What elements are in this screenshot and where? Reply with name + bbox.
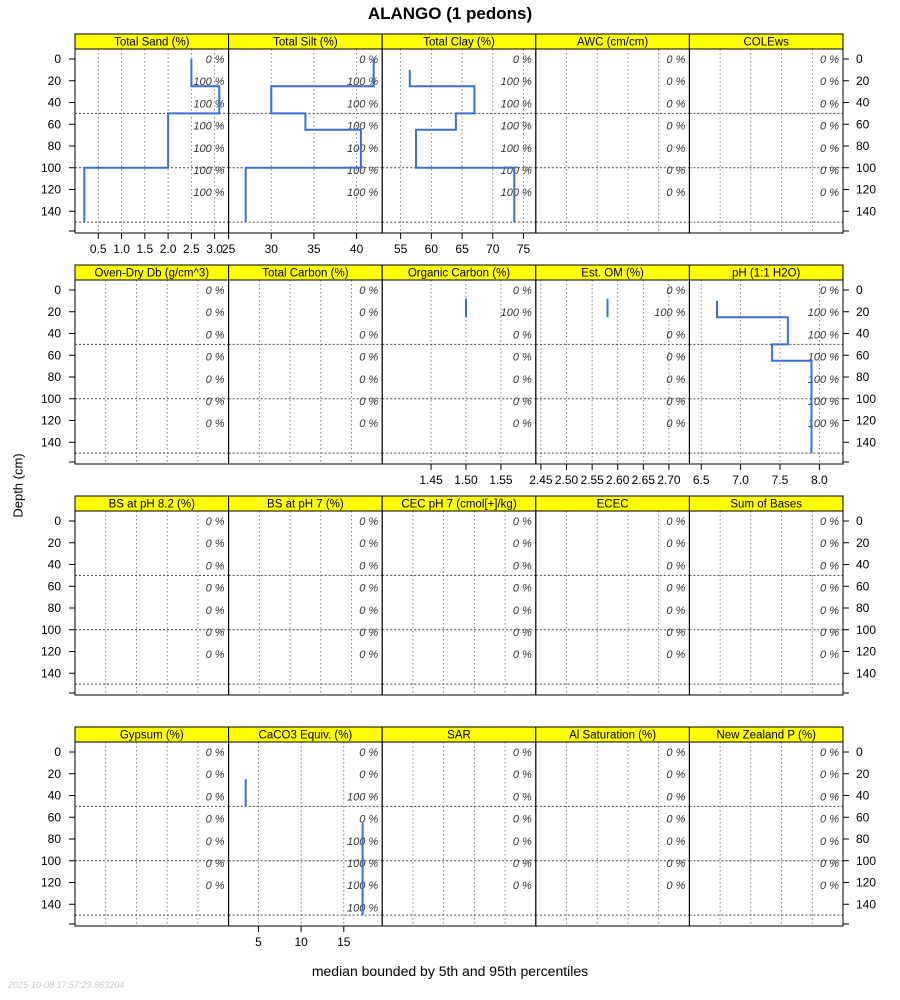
panel-title: SAR xyxy=(447,729,471,742)
x-tick-label: 60 xyxy=(424,242,439,256)
percent-label: 0 % xyxy=(666,649,686,662)
panel-title: Sum of Bases xyxy=(730,498,802,511)
percent-label: 100 % xyxy=(500,142,532,155)
percent-label: 100 % xyxy=(346,165,379,177)
percent-label: 100 % xyxy=(193,76,225,89)
percent-label: 0 % xyxy=(666,791,686,804)
x-tick-label: 1.50 xyxy=(454,473,478,487)
panel-title: pH (1:1 H2O) xyxy=(732,267,801,280)
x-tick-label: 6.5 xyxy=(692,473,710,487)
depth-tick-label-right: 0 xyxy=(856,52,863,66)
depth-tick-label-right: 120 xyxy=(856,875,877,890)
percent-label: 0 % xyxy=(359,604,379,617)
percent-label: 0 % xyxy=(820,649,839,662)
x-tick-label: 2.50 xyxy=(554,473,579,487)
percent-label: 0 % xyxy=(820,538,839,551)
percent-label: 0 % xyxy=(666,604,686,617)
percent-label: 0 % xyxy=(205,373,225,386)
percent-label: 0 % xyxy=(359,373,379,386)
depth-tick-label-right: 60 xyxy=(856,810,870,825)
x-tick-label: 70 xyxy=(486,242,500,256)
panel-title: Oven-Dry Db (g/cm^3) xyxy=(94,267,210,280)
percent-label: 0 % xyxy=(820,835,839,848)
panel-title: AWC (cm/cm) xyxy=(577,36,649,49)
depth-tick-label-right: 100 xyxy=(856,622,877,637)
percent-label: 0 % xyxy=(512,649,532,662)
percent-label: 0 % xyxy=(820,560,839,573)
percent-label: 0 % xyxy=(820,604,839,617)
x-tick-label: 1.45 xyxy=(419,473,443,487)
percent-label: 0 % xyxy=(359,560,379,573)
depth-tick-label-right: 120 xyxy=(856,182,877,197)
percent-label: 0 % xyxy=(820,54,839,66)
depth-tick-label-left: 0 xyxy=(54,52,61,66)
percent-label: 0 % xyxy=(205,791,225,804)
percent-label: 0 % xyxy=(359,351,379,364)
depth-tick-label-right: 0 xyxy=(856,745,863,759)
percent-label: 100 % xyxy=(193,120,225,133)
percent-label: 0 % xyxy=(666,285,686,297)
percent-label: 0 % xyxy=(666,858,686,870)
depth-tick-label-right: 20 xyxy=(856,535,870,550)
percent-label: 0 % xyxy=(512,835,532,848)
depth-tick-label-right: 40 xyxy=(856,95,870,110)
x-tick-label: 35 xyxy=(307,242,321,256)
panel-title: CaCO3 Equiv. (%) xyxy=(258,729,353,742)
x-tick-label: 3.0 xyxy=(206,242,223,256)
x-tick-label: 30 xyxy=(264,242,278,256)
depth-tick-label-left: 120 xyxy=(40,182,61,197)
percent-label: 0 % xyxy=(666,835,686,848)
percent-label: 100 % xyxy=(807,329,839,342)
percent-label: 0 % xyxy=(512,747,532,759)
percent-label: 100 % xyxy=(500,165,532,177)
x-tick-label: 2.65 xyxy=(631,473,655,487)
percent-label: 0 % xyxy=(820,285,839,297)
depth-tick-label-left: 0 xyxy=(54,514,61,528)
x-tick-label: 1.55 xyxy=(489,473,513,487)
percent-label: 0 % xyxy=(359,307,379,320)
percent-label: 0 % xyxy=(205,769,225,782)
percent-label: 0 % xyxy=(820,187,839,200)
x-tick-label: 25 xyxy=(221,242,236,256)
depth-tick-label-left: 60 xyxy=(47,579,61,594)
percent-label: 0 % xyxy=(512,373,532,386)
percent-label: 100 % xyxy=(346,902,379,915)
percent-label: 0 % xyxy=(666,813,686,826)
percent-label: 0 % xyxy=(512,54,532,66)
percent-label: 0 % xyxy=(205,813,225,826)
percent-label: 0 % xyxy=(666,142,686,155)
percent-label: 0 % xyxy=(205,516,225,528)
depth-tick-label-left: 20 xyxy=(47,73,61,88)
depth-tick-label-right: 140 xyxy=(856,435,877,450)
percent-label: 100 % xyxy=(807,396,839,408)
panel-title: ECEC xyxy=(596,498,629,511)
percent-label: 0 % xyxy=(666,516,686,528)
depth-tick-label-right: 20 xyxy=(856,304,870,319)
percent-label: 0 % xyxy=(512,516,532,528)
percent-label: 0 % xyxy=(512,791,532,804)
x-tick-label: 2.5 xyxy=(183,242,200,256)
depth-tick-label-right: 80 xyxy=(856,370,870,384)
percent-label: 0 % xyxy=(512,351,532,364)
percent-label: 0 % xyxy=(512,880,532,893)
panel-title: Gypsum (%) xyxy=(119,729,184,742)
x-tick-label: 55 xyxy=(393,242,408,256)
percent-label: 0 % xyxy=(359,285,379,297)
depth-tick-label-right: 40 xyxy=(856,788,870,803)
depth-tick-label-left: 40 xyxy=(47,326,61,341)
depth-tick-label-left: 80 xyxy=(47,370,61,384)
depth-tick-label-left: 140 xyxy=(40,666,61,681)
percent-label: 100 % xyxy=(654,307,686,320)
panel-title: New Zealand P (%) xyxy=(716,729,816,742)
depth-tick-label-right: 20 xyxy=(856,766,870,781)
x-tick-label: 0.5 xyxy=(89,242,107,256)
percent-label: 100 % xyxy=(346,120,379,133)
percent-label: 100 % xyxy=(807,307,839,320)
percent-label: 0 % xyxy=(205,418,225,431)
depth-tick-label-left: 40 xyxy=(47,788,61,803)
x-tick-label: 75 xyxy=(516,242,531,256)
depth-tick-label-left: 140 xyxy=(40,897,61,912)
percent-label: 0 % xyxy=(512,813,532,826)
percent-label: 0 % xyxy=(205,604,225,617)
panel-title: Total Sand (%) xyxy=(114,36,190,49)
percent-label: 0 % xyxy=(205,835,225,848)
depth-tick-label-right: 20 xyxy=(856,73,870,88)
panel-title: CEC pH 7 (cmol[+]/kg) xyxy=(401,498,517,511)
percent-label: 0 % xyxy=(359,747,379,759)
percent-label: 0 % xyxy=(359,627,379,639)
percent-label: 0 % xyxy=(820,858,839,870)
percent-label: 100 % xyxy=(193,165,225,177)
depth-tick-label-right: 80 xyxy=(856,139,870,153)
depth-tick-label-left: 40 xyxy=(47,557,61,572)
percent-label: 0 % xyxy=(666,418,686,431)
percent-label: 0 % xyxy=(512,627,532,639)
percent-label: 0 % xyxy=(359,813,379,826)
percent-label: 100 % xyxy=(807,373,839,386)
percent-label: 0 % xyxy=(359,582,379,595)
percent-label: 0 % xyxy=(512,538,532,551)
depth-tick-label-left: 0 xyxy=(54,745,61,759)
percent-label: 100 % xyxy=(346,835,379,848)
depth-tick-label-left: 80 xyxy=(47,601,61,615)
percent-label: 0 % xyxy=(666,880,686,893)
percent-label: 0 % xyxy=(666,351,686,364)
percent-label: 0 % xyxy=(666,538,686,551)
percent-label: 0 % xyxy=(666,187,686,200)
percent-label: 0 % xyxy=(205,880,225,893)
percent-label: 0 % xyxy=(512,418,532,431)
x-tick-label: 40 xyxy=(349,242,364,256)
x-tick-label: 2.0 xyxy=(159,242,177,256)
percent-label: 0 % xyxy=(359,329,379,342)
depth-tick-label-right: 60 xyxy=(856,117,870,132)
percent-label: 100 % xyxy=(807,351,839,364)
depth-tick-label-right: 60 xyxy=(856,579,870,594)
x-tick-label: 5 xyxy=(255,935,262,949)
x-tick-label: 2.55 xyxy=(580,473,604,487)
percent-label: 0 % xyxy=(205,285,225,297)
panel-title: COLEws xyxy=(743,36,789,49)
percent-label: 0 % xyxy=(205,582,225,595)
percent-label: 0 % xyxy=(666,769,686,782)
x-tick-label: 8.0 xyxy=(811,473,828,487)
percent-label: 100 % xyxy=(193,142,225,155)
x-tick-label: 15 xyxy=(337,935,351,949)
depth-tick-label-right: 80 xyxy=(856,832,870,846)
depth-tick-label-left: 20 xyxy=(47,535,61,550)
depth-tick-label-left: 120 xyxy=(40,644,61,659)
depth-tick-label-right: 60 xyxy=(856,348,870,363)
percent-label: 100 % xyxy=(346,791,379,804)
depth-tick-label-left: 60 xyxy=(47,810,61,825)
depth-tick-label-left: 100 xyxy=(40,622,61,637)
percent-label: 100 % xyxy=(500,76,532,89)
percent-label: 0 % xyxy=(205,307,225,320)
depth-tick-label-right: 120 xyxy=(856,413,877,428)
percent-label: 0 % xyxy=(512,329,532,342)
percent-label: 0 % xyxy=(666,76,686,89)
percent-label: 0 % xyxy=(205,858,225,870)
panel-title: Total Carbon (%) xyxy=(262,267,349,280)
percent-label: 0 % xyxy=(205,649,225,662)
percent-label: 0 % xyxy=(820,120,839,133)
depth-tick-label-right: 140 xyxy=(856,204,877,219)
depth-tick-label-left: 100 xyxy=(40,391,61,406)
panel-title: Organic Carbon (%) xyxy=(407,267,511,280)
x-tick-label: 1.0 xyxy=(113,242,130,256)
x-axis-label: median bounded by 5th and 95th percentiles xyxy=(311,963,589,979)
percent-label: 0 % xyxy=(820,98,839,111)
percent-label: 100 % xyxy=(193,98,225,111)
percent-label: 0 % xyxy=(666,747,686,759)
depth-tick-label-left: 80 xyxy=(47,139,61,153)
depth-tick-label-right: 40 xyxy=(856,557,870,572)
percent-label: 0 % xyxy=(512,285,532,297)
panel-title: Total Silt (%) xyxy=(273,36,338,49)
percent-label: 0 % xyxy=(820,880,839,893)
percent-label: 0 % xyxy=(205,396,225,408)
percent-label: 0 % xyxy=(666,54,686,66)
percent-label: 0 % xyxy=(820,516,839,528)
percent-label: 0 % xyxy=(666,98,686,111)
percent-label: 100 % xyxy=(346,880,379,893)
percent-label: 0 % xyxy=(359,516,379,528)
y-axis-label: Depth (cm) xyxy=(10,453,26,518)
percent-label: 0 % xyxy=(820,142,839,155)
x-tick-label: 7.0 xyxy=(732,473,749,487)
percent-label: 100 % xyxy=(346,187,379,200)
depth-tick-label-left: 0 xyxy=(54,283,61,297)
percent-label: 0 % xyxy=(512,396,532,408)
depth-tick-label-left: 80 xyxy=(47,832,61,846)
x-tick-label: 7.5 xyxy=(771,473,789,487)
depth-tick-label-left: 140 xyxy=(40,435,61,450)
percent-label: 100 % xyxy=(500,120,532,133)
percent-label: 0 % xyxy=(820,582,839,595)
panel-title: Al Saturation (%) xyxy=(569,729,657,742)
percent-label: 0 % xyxy=(666,373,686,386)
percent-label: 0 % xyxy=(359,396,379,408)
percent-label: 100 % xyxy=(500,187,532,200)
depth-tick-label-right: 0 xyxy=(856,283,863,297)
percent-label: 0 % xyxy=(359,649,379,662)
x-tick-label: 2.45 xyxy=(529,473,553,487)
depth-tick-label-left: 60 xyxy=(47,117,61,132)
percent-label: 0 % xyxy=(512,560,532,573)
depth-tick-label-left: 40 xyxy=(47,95,61,110)
percent-label: 0 % xyxy=(820,769,839,782)
depth-tick-label-right: 40 xyxy=(856,326,870,341)
chart-title: ALANGO (1 pedons) xyxy=(367,4,533,23)
percent-label: 0 % xyxy=(359,538,379,551)
median-profile-line xyxy=(717,301,812,453)
timestamp: 2025-10-08 17:57:29.863204 xyxy=(8,980,125,990)
percent-label: 0 % xyxy=(512,582,532,595)
percent-label: 100 % xyxy=(346,98,379,111)
percent-label: 0 % xyxy=(512,858,532,870)
percent-label: 0 % xyxy=(359,769,379,782)
percent-label: 0 % xyxy=(205,329,225,342)
depth-tick-label-left: 120 xyxy=(40,875,61,890)
panel-title: BS at pH 8.2 (%) xyxy=(108,498,195,511)
percent-label: 100 % xyxy=(346,76,379,89)
percent-label: 0 % xyxy=(820,813,839,826)
depth-tick-label-right: 120 xyxy=(856,644,877,659)
percent-label: 0 % xyxy=(512,604,532,617)
percent-label: 0 % xyxy=(359,418,379,431)
percent-label: 0 % xyxy=(512,769,532,782)
depth-tick-label-left: 60 xyxy=(47,348,61,363)
depth-tick-label-left: 140 xyxy=(40,204,61,219)
percent-label: 0 % xyxy=(666,120,686,133)
panel-title: BS at pH 7 (%) xyxy=(267,498,344,511)
x-tick-label: 65 xyxy=(455,242,469,256)
depth-tick-label-right: 100 xyxy=(856,160,877,175)
percent-label: 0 % xyxy=(666,396,686,408)
depth-tick-label-left: 20 xyxy=(47,304,61,319)
depth-tick-label-left: 100 xyxy=(40,853,61,868)
depth-tick-label-right: 100 xyxy=(856,391,877,406)
depth-tick-label-left: 120 xyxy=(40,413,61,428)
depth-tick-label-right: 80 xyxy=(856,601,870,615)
percent-label: 100 % xyxy=(807,418,839,431)
percent-label: 100 % xyxy=(346,858,379,870)
x-tick-label: 2.60 xyxy=(606,473,630,487)
percent-label: 0 % xyxy=(666,582,686,595)
percent-label: 0 % xyxy=(205,627,225,639)
percent-label: 0 % xyxy=(666,165,686,177)
percent-label: 0 % xyxy=(205,538,225,551)
x-tick-label: 10 xyxy=(294,935,308,949)
percent-label: 0 % xyxy=(820,76,839,89)
percent-label: 0 % xyxy=(205,560,225,573)
panel-title: Est. OM (%) xyxy=(581,267,644,280)
depth-tick-label-right: 140 xyxy=(856,666,877,681)
percent-label: 0 % xyxy=(359,54,379,66)
percent-label: 0 % xyxy=(205,54,225,66)
percent-label: 0 % xyxy=(205,747,225,759)
percent-label: 0 % xyxy=(820,791,839,804)
depth-tick-label-left: 20 xyxy=(47,766,61,781)
depth-tick-label-right: 0 xyxy=(856,514,863,528)
percent-label: 0 % xyxy=(666,560,686,573)
percent-label: 0 % xyxy=(820,747,839,759)
percent-label: 100 % xyxy=(500,307,532,320)
percent-label: 100 % xyxy=(500,98,532,111)
percent-label: 0 % xyxy=(205,351,225,364)
percent-label: 100 % xyxy=(193,187,225,200)
percent-label: 0 % xyxy=(666,329,686,342)
percent-label: 0 % xyxy=(666,627,686,639)
x-tick-label: 2.70 xyxy=(657,473,681,487)
panel-title: Total Clay (%) xyxy=(423,36,495,49)
percent-label: 0 % xyxy=(820,627,839,639)
depth-tick-label-right: 140 xyxy=(856,897,877,912)
depth-tick-label-right: 100 xyxy=(856,853,877,868)
percent-label: 0 % xyxy=(820,165,839,177)
percent-label: 100 % xyxy=(346,142,379,155)
x-tick-label: 1.5 xyxy=(136,242,154,256)
depth-tick-label-left: 100 xyxy=(40,160,61,175)
